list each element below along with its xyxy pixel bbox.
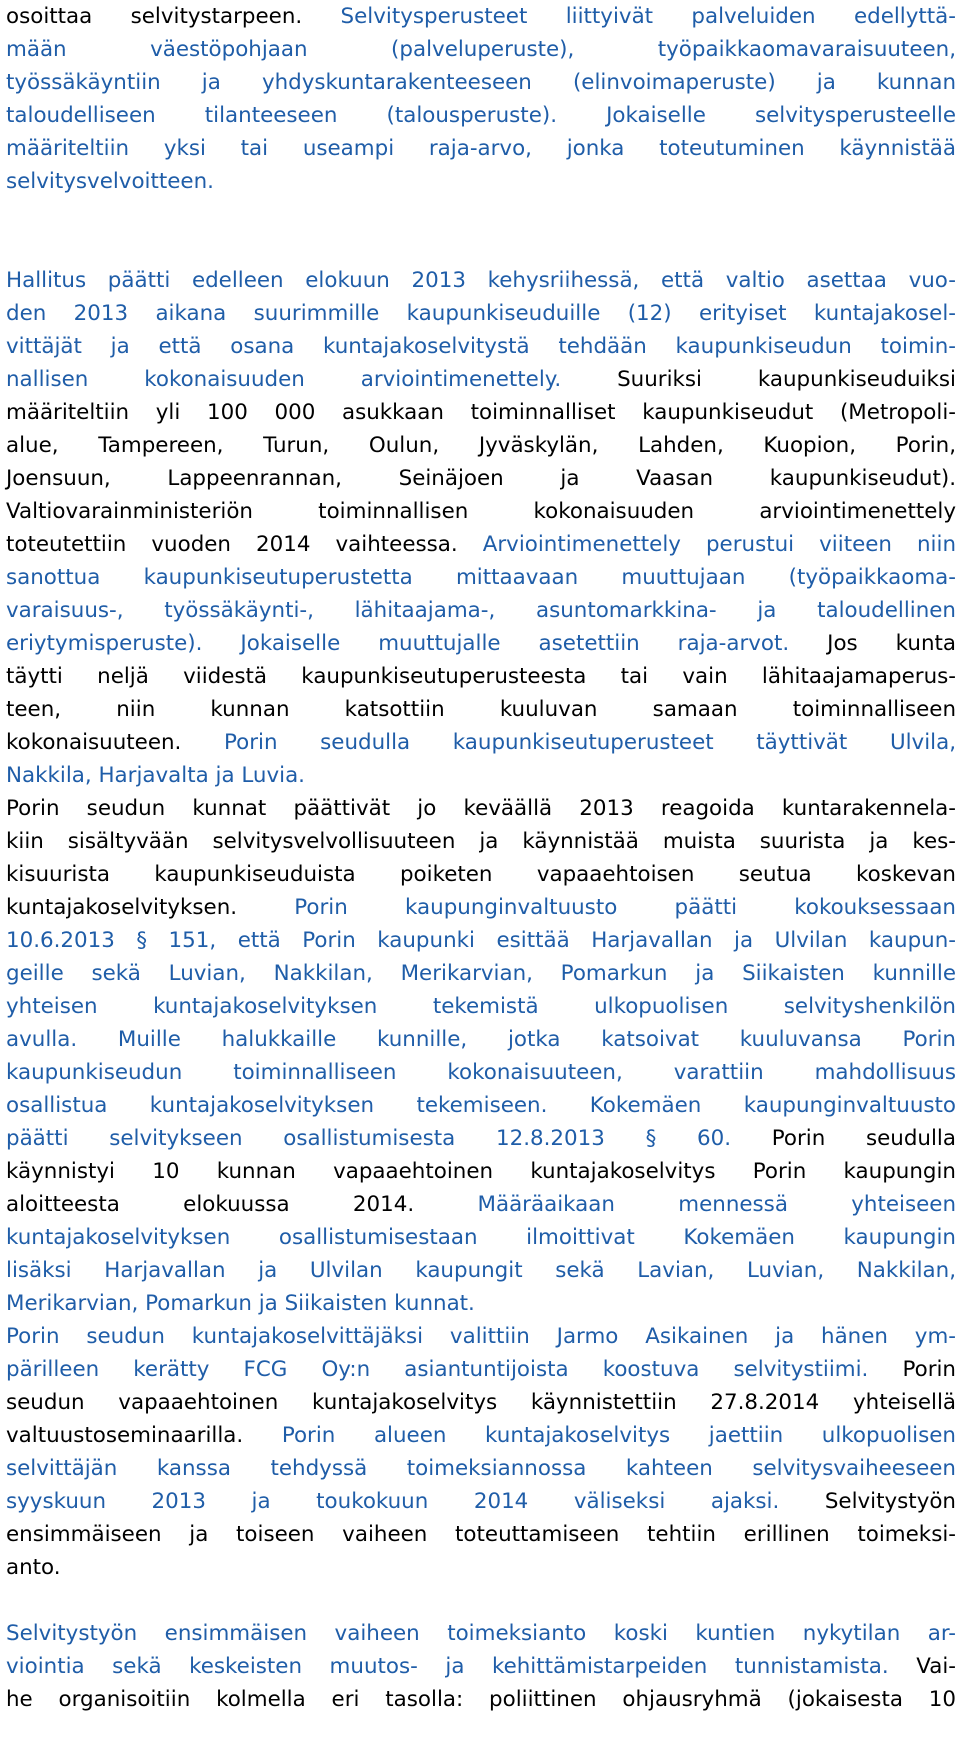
paragraph	[6, 1617, 956, 1716]
text-line	[6, 1287, 956, 1320]
text-segment: täytti neljä viidestä kaupunkiseutuperusteesta tai vain lähitaajamaperus-	[6, 664, 956, 689]
text-segment: kuntajakoselvityksen.	[6, 895, 295, 920]
paragraph	[6, 264, 956, 792]
text-line	[6, 759, 956, 792]
text-segment: Porin seudun kunnat päättivät jo keväällä 2013 reagoida kuntarakennela-	[6, 796, 956, 821]
text-segment: avulla. Muille halukkaille kunnille, jotka katsoivat kuuluvansa Porin	[6, 1027, 956, 1052]
text-line	[6, 1221, 956, 1254]
text-line	[6, 165, 956, 198]
paragraph	[6, 0, 956, 198]
text-segment: geille sekä Luvian, Nakkilan, Merikarvian, Pomarkun ja Siikaisten kunnille	[6, 961, 956, 986]
text-line	[6, 462, 956, 495]
text-line	[6, 660, 956, 693]
text-segment: käynnistyi 10 kunnan vapaaehtoinen kuntajakoselvitys Porin kaupungin	[6, 1159, 956, 1184]
text-line	[6, 1452, 956, 1485]
text-line	[6, 0, 956, 33]
text-segment: Selvitystyön	[824, 1489, 956, 1514]
text-segment: Määräaikaan mennessä yhteiseen	[477, 1192, 957, 1217]
text-segment: Porin kaupunginvaltuusto päätti kokouksessaan	[294, 895, 956, 920]
text-segment: Suuriksi kaupunkiseuduiksi	[617, 367, 956, 392]
text-segment: eriytymisperuste). Jokaiselle muuttujalle asetettiin raja-arvot.	[6, 631, 828, 656]
text-segment: toteutettiin vuoden 2014 vaihteessa.	[6, 532, 483, 557]
text-line	[6, 627, 956, 660]
text-segment: aloitteesta elokuussa 2014.	[6, 1192, 478, 1217]
text-line	[6, 264, 956, 297]
text-segment: sanottua kaupunkiseutuperustetta mittaavaan muuttujaan (työpaikkaoma-	[6, 565, 956, 590]
text-line	[6, 1485, 956, 1518]
text-line	[6, 1089, 956, 1122]
text-segment: lisäksi Harjavallan ja Ulvilan kaupungit sekä Lavian, Luvian, Nakkilan,	[6, 1258, 956, 1283]
text-segment: Porin alueen kuntajakoselvitys jaettiin ulkopuolisen	[281, 1423, 956, 1448]
text-line	[6, 66, 956, 99]
text-segment: Joensuun, Lappeenrannan, Seinäjoen ja Vaasan kaupunkiseudut).	[6, 466, 956, 491]
text-line	[6, 429, 956, 462]
text-line	[6, 99, 956, 132]
text-segment: vittäjät ja että osana kuntajakoselvitystä tehdään kaupunkiseudun toimin-	[6, 334, 956, 359]
text-segment: Selvitysperusteet liittyivät palveluiden edellyttä-	[340, 4, 956, 29]
text-line	[6, 594, 956, 627]
text-segment: kuntajakoselvityksen osallistumisestaan ilmoittivat Kokemäen kaupungin	[6, 1225, 956, 1250]
text-line	[6, 1683, 956, 1716]
text-line	[6, 396, 956, 429]
text-segment: Arviointimenettely perustui viiteen niin	[482, 532, 956, 557]
text-segment: yhteisen kuntajakoselvityksen tekemistä ulkopuolisen selvityshenkilön	[6, 994, 956, 1019]
text-segment: Valtiovarainministeriön toiminnallisen kokonaisuuden arviointimenettely	[6, 499, 956, 524]
text-segment: valtuustoseminaarilla.	[6, 1423, 282, 1448]
text-line	[6, 990, 956, 1023]
text-line	[6, 297, 956, 330]
text-segment: 10.6.2013 § 151, että Porin kaupunki esittää Harjavallan ja Ulvilan kaupun-	[6, 928, 956, 953]
text-segment: seudun vapaaehtoinen kuntajakoselvitys käynnistettiin 27.8.2014 yhteisellä	[6, 1390, 956, 1415]
text-line	[6, 891, 956, 924]
text-segment: Porin seudun kuntajakoselvittäjäksi valittiin Jarmo Asikainen ja hänen ym-	[6, 1324, 956, 1349]
text-segment: teen, niin kunnan katsottiin kuuluvan samaan toiminnalliseen	[6, 697, 956, 722]
text-line	[6, 825, 956, 858]
text-line	[6, 693, 956, 726]
text-segment: kokonaisuuteen.	[6, 730, 224, 755]
text-segment: Porin	[902, 1357, 956, 1382]
text-line	[6, 132, 956, 165]
text-segment: kisuurista kaupunkiseuduista poiketen vapaaehtoisen seutua koskevan	[6, 862, 956, 887]
text-segment: Vai-	[916, 1654, 956, 1679]
text-line	[6, 33, 956, 66]
text-line	[6, 1188, 956, 1221]
text-segment: kaupunkiseudun toiminnalliseen kokonaisuuteen, varattiin mahdollisuus	[6, 1060, 956, 1085]
text-segment: osoittaa selvitystarpeen.	[6, 4, 341, 29]
text-segment: he organisoitiin kolmella eri tasolla: poliittinen ohjausryhmä (jokaisesta 10	[6, 1687, 956, 1712]
text-line	[6, 1023, 956, 1056]
text-line	[6, 363, 956, 396]
text-segment: viointia sekä keskeisten muutos- ja kehittämistarpeiden tunnistamista.	[6, 1654, 917, 1679]
text-segment: ensimmäiseen ja toiseen vaiheen toteuttamiseen tehtiin erillinen toimeksi-	[6, 1522, 956, 1547]
text-segment: selvitysvelvoitteen.	[6, 169, 214, 194]
paragraph	[6, 792, 956, 1320]
text-segment: mään väestöpohjaan (palveluperuste), työpaikkaomavaraisuuteen,	[6, 37, 956, 62]
text-line	[6, 1353, 956, 1386]
text-line	[6, 528, 956, 561]
text-segment: osallistua kuntajakoselvityksen tekemiseen. Kokemäen kaupunginvaltuusto	[6, 1093, 956, 1118]
text-line	[6, 1155, 956, 1188]
text-segment: päätti selvitykseen osallistumisesta 12.8.2013 § 60.	[6, 1126, 772, 1151]
text-line	[6, 495, 956, 528]
text-line	[6, 1518, 956, 1551]
text-line	[6, 1617, 956, 1650]
text-segment: Merikarvian, Pomarkun ja Siikaisten kunnat.	[6, 1291, 475, 1316]
text-segment: den 2013 aikana suurimmille kaupunkiseuduille (12) erityiset kuntajakosel-	[6, 301, 956, 326]
text-line	[6, 1056, 956, 1089]
text-segment: anto.	[6, 1555, 61, 1580]
text-segment: Porin seudulla kaupunkiseutuperusteet täyttivät Ulvila,	[224, 730, 956, 755]
text-segment: varaisuus-, työssäkäynti-, lähitaajama-, asuntomarkkina- ja taloudellinen	[6, 598, 956, 623]
text-segment: työssäkäyntiin ja yhdyskuntarakenteeseen (elinvoimaperuste) ja kunnan	[6, 70, 956, 95]
text-segment: Selvitystyön ensimmäisen vaiheen toimeksianto koski kuntien nykytilan ar-	[6, 1621, 956, 1646]
text-line	[6, 1650, 956, 1683]
text-segment: pärilleen kerätty FCG Oy:n asiantuntijoista koostuva selvitystiimi.	[6, 1357, 903, 1382]
text-line	[6, 330, 956, 363]
text-segment: selvittäjän kanssa tehdyssä toimeksiannossa kahteen selvitysvaiheeseen	[6, 1456, 956, 1481]
text-line	[6, 957, 956, 990]
text-line	[6, 1419, 956, 1452]
text-segment: Hallitus päätti edelleen elokuun 2013 kehysriihessä, että valtio asettaa vuo-	[6, 268, 956, 293]
text-line	[6, 924, 956, 957]
text-line	[6, 1320, 956, 1353]
text-segment: kiin sisältyvään selvitysvelvollisuuteen ja käynnistää muista suurista ja kes-	[6, 829, 956, 854]
text-line	[6, 561, 956, 594]
text-segment: taloudelliseen tilanteeseen (talousperuste). Jokaiselle selvitysperusteelle	[6, 103, 956, 128]
text-line	[6, 1551, 956, 1584]
text-segment: määriteltiin yksi tai useampi raja-arvo, jonka toteutuminen käynnistää	[6, 136, 956, 161]
text-segment: alue, Tampereen, Turun, Oulun, Jyväskylän, Lahden, Kuopion, Porin,	[6, 433, 956, 458]
text-line	[6, 1386, 956, 1419]
text-line	[6, 726, 956, 759]
text-segment: Porin seudulla	[771, 1126, 956, 1151]
text-line	[6, 1122, 956, 1155]
paragraph	[6, 1320, 956, 1584]
text-segment: nallisen kokonaisuuden arviointimenettely.	[6, 367, 618, 392]
text-line	[6, 792, 956, 825]
text-line	[6, 858, 956, 891]
text-segment: Nakkila, Harjavalta ja Luvia.	[6, 763, 305, 788]
text-segment: Jos kunta	[827, 631, 956, 656]
text-line	[6, 1254, 956, 1287]
text-segment: syyskuun 2013 ja toukokuun 2014 väliseksi ajaksi.	[6, 1489, 825, 1514]
text-segment: määriteltiin yli 100 000 asukkaan toiminnalliset kaupunkiseudut (Metropoli-	[6, 400, 956, 425]
